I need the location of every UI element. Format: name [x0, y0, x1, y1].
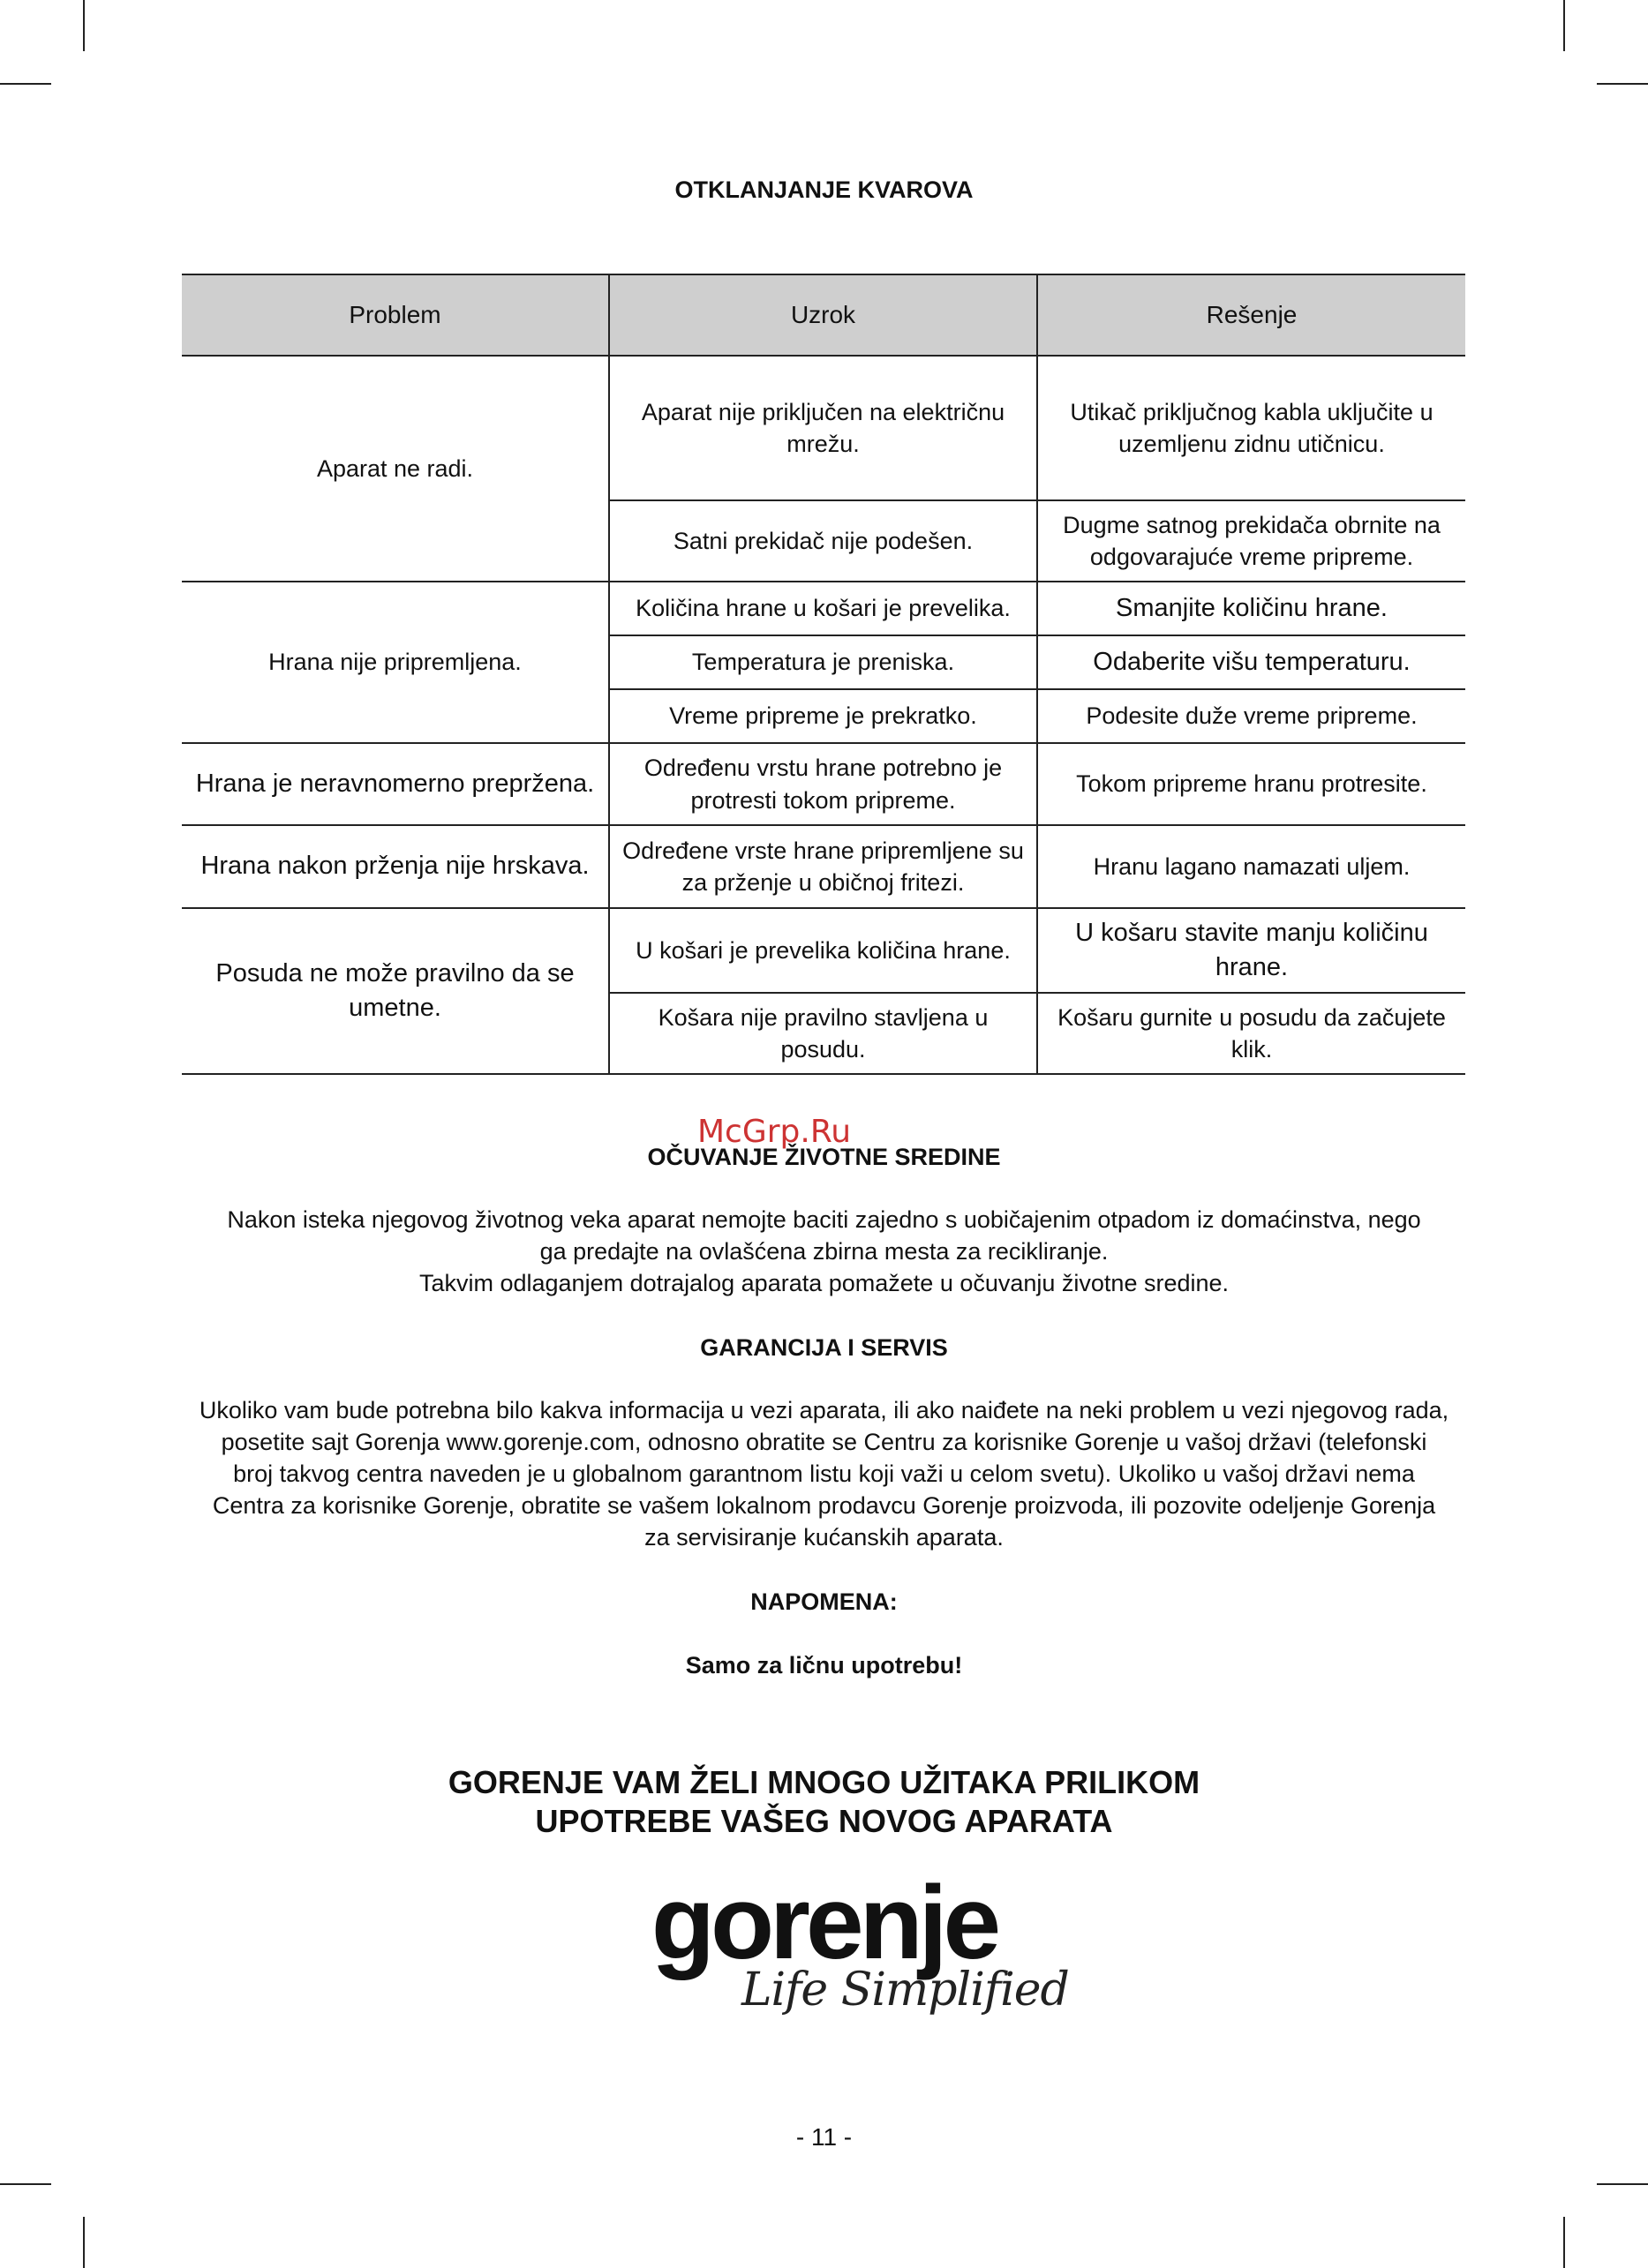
warranty-heading: GARANCIJA I SERVIS: [700, 1334, 948, 1361]
problem-cell: Hrana je neravnomerno prepržena.: [182, 743, 609, 825]
solution-cell: Utikač priključnog kabla uključite u uzemljenu zidnu utičnicu.: [1037, 356, 1465, 500]
closing-message: [0, 1763, 1648, 1841]
crop-mark: [1563, 0, 1565, 51]
crop-mark: [1563, 2217, 1565, 2268]
page-title: OTKLANJANJE KVAROVA: [674, 176, 974, 203]
environment-text-2: Takvim odlaganjem dotrajalog aparata pomažete u očuvanju životne sredine.: [418, 1270, 1230, 1296]
table-row: [182, 825, 1465, 908]
solution-cell: U košaru stavite manju količinu hrane.: [1037, 908, 1465, 993]
cause-cell: Temperatura je preniska.: [609, 635, 1037, 689]
environment-text: Nakon isteka njegovog životnog veka aparat nemojte baciti zajedno s uobičajenim otpadom iz domaćinstva, nego ga predajte na ovlašćena zbirna mesta za recikliranje.: [227, 1206, 1421, 1265]
solution-cell: Košaru gurnite u posudu da začujete klik.: [1037, 993, 1465, 1074]
problem-cell: Hrana nije pripremljena.: [182, 582, 609, 743]
environment-heading: OČUVANJE ŽIVOTNE SREDINE: [647, 1144, 1001, 1170]
header-problem: Problem: [182, 274, 609, 356]
closing-line-1: GORENJE VAM ŽELI MNOGO UŽITAKA PRILIKOM: [448, 1764, 1200, 1800]
problem-cell: Hrana nakon prženja nije hrskava.: [182, 825, 609, 908]
crop-mark: [83, 0, 85, 51]
closing-line-2: UPOTREBE VAŠEG NOVOG APARATA: [535, 1803, 1113, 1839]
cause-cell: U košari je prevelika količina hrane.: [609, 908, 1037, 993]
page-number: - 11 -: [795, 2123, 853, 2151]
crop-mark: [0, 83, 51, 85]
table-row: [182, 743, 1465, 825]
solution-cell: Podesite duže vreme pripreme.: [1037, 689, 1465, 743]
warranty-text: Ukoliko vam bude potrebna bilo kakva informacija u vezi aparata, ili ako naiđete na neki problem u vezi njegovog rada, posetite sajt Gorenja www.gorenje.com, odnosno obratite se Centru za korisnike Gorenje u vašoj državi (telefonski broj takvog centra naveden je u globalnom garantnom listu koji važi u celom svetu). Ukoliko u vašoj državi nema Centra za korisnike Gorenje, obratite se vašem lokalnom prodavcu Gorenje proizvoda, ili pozovite odeljenje Gorenja za servisiranje kućanskih aparata.: [199, 1397, 1449, 1551]
troubleshooting-table: [182, 274, 1465, 1075]
table-row: [182, 582, 1465, 635]
solution-cell: Hranu lagano namazati uljem.: [1037, 825, 1465, 908]
cause-cell: Vreme pripreme je prekratko.: [609, 689, 1037, 743]
table-row: [182, 356, 1465, 500]
cause-cell: Aparat nije priključen na električnu mrežu.: [609, 356, 1037, 500]
solution-cell: Dugme satnog prekidača obrnite na odgovarajuće vreme pripreme.: [1037, 500, 1465, 582]
gorenje-logo: gorenje: [651, 1865, 997, 1981]
problem-cell: Posuda ne može pravilno da se umetne.: [182, 908, 609, 1074]
header-cause: Uzrok: [609, 274, 1037, 356]
cause-cell: Satni prekidač nije podešen.: [609, 500, 1037, 582]
crop-mark: [83, 2217, 85, 2268]
cause-cell: Košara nije pravilno stavljena u posudu.: [609, 993, 1037, 1074]
solution-cell: Smanjite količinu hrane.: [1037, 582, 1465, 635]
table-header-row: [182, 274, 1465, 356]
watermark: McGrp.Ru: [697, 1114, 852, 1150]
crop-mark: [0, 2183, 51, 2185]
note-text: Samo za ličnu upotrebu!: [685, 1652, 963, 1678]
header-solution: Rešenje: [1037, 274, 1465, 356]
logo-tagline: Life Simplified: [741, 1964, 1069, 2016]
cause-cell: Količina hrane u košari je prevelika.: [609, 582, 1037, 635]
cause-cell: Određene vrste hrane pripremljene su za prženje u običnoj fritezi.: [609, 825, 1037, 908]
table-row: [182, 908, 1465, 993]
crop-mark: [1597, 83, 1648, 85]
note-heading: NAPOMENA:: [750, 1588, 898, 1615]
solution-cell: Odaberite višu temperaturu.: [1037, 635, 1465, 689]
cause-cell: Određenu vrstu hrane potrebno je protresti tokom pripreme.: [609, 743, 1037, 825]
crop-mark: [1597, 2183, 1648, 2185]
problem-cell: Aparat ne radi.: [182, 356, 609, 582]
solution-cell: Tokom pripreme hranu protresite.: [1037, 743, 1465, 825]
